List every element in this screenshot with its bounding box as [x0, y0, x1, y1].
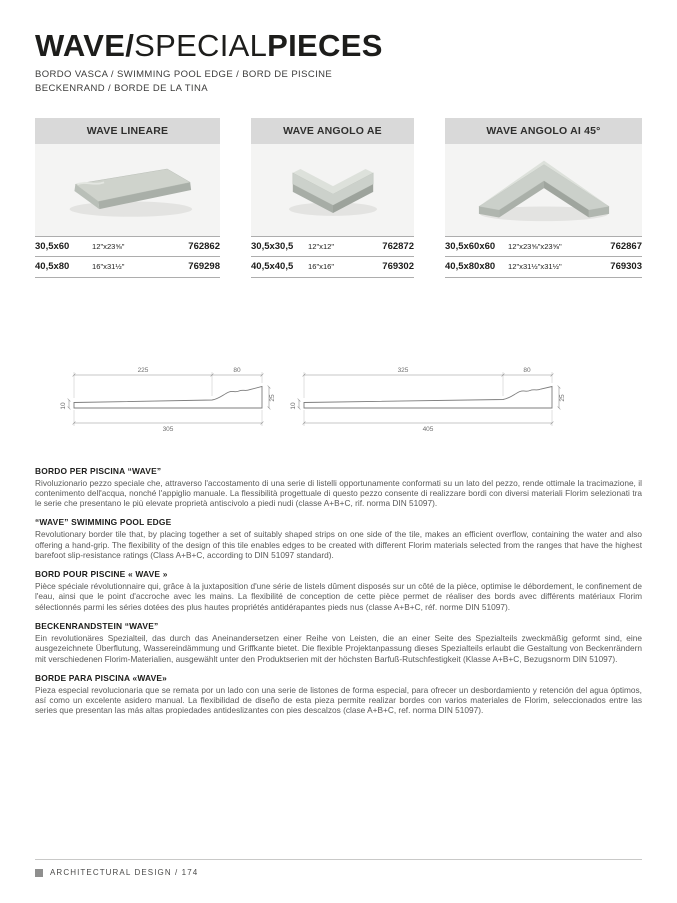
card-title: WAVE ANGOLO AE	[251, 118, 414, 144]
section-heading: “WAVE” SWIMMING POOL EDGE	[35, 517, 172, 528]
size-cm: 30,5x30,5	[251, 240, 294, 252]
description-sections	[35, 466, 642, 716]
section-body: Pieza especial revolucionaria que se remata por un lado con una serie de listones de forma especial, para ofrecer un desbordamiento y retención del agua óptimos, así como un excelente asidero manual. La flexibilidad de diseño de esta pieza permite realizar bordes con varios materiales de Florim, seleccionados entre las series que presentan las más altas propiedades antideslizantes con pies descalzos (clase A+B+C, ref. norma DIN 51097).	[35, 684, 642, 716]
size-inches: 12"x12"	[308, 241, 335, 251]
dim-label-left: 10	[60, 401, 67, 410]
section-body: Rivoluzionario pezzo speciale che, attraverso l'accostamento di una serie di listelli opportunamente conformati su un lato del pezzo, rende ottimale la tracimazione, il contenimento dell'acqua, nonché l'appiglio manuale. La flessibilità progettuale di questo pezzo consente di realizzare bordi con diversi materiali Florim selezionati tra le serie che presentano le più elevate proprietà antiscivolo a piedi nudi (classe A+B+C, rif. norma DIN 51097).	[35, 477, 642, 509]
article-code: 769298	[188, 261, 220, 272]
product-image-area	[445, 144, 642, 236]
table-row	[445, 257, 642, 278]
size-cm: 30,5x60x60	[445, 240, 496, 252]
page-footer	[35, 859, 642, 877]
section-german	[35, 621, 642, 664]
size-table	[445, 236, 642, 278]
technical-drawings	[60, 362, 642, 434]
article-code: 762867	[610, 240, 642, 252]
dim-label-top2: 80	[233, 366, 241, 374]
table-row	[251, 257, 414, 278]
subtitle	[35, 68, 642, 97]
size-cm: 40,5x80	[35, 261, 70, 272]
title-segment-pieces: PIECES	[267, 28, 383, 63]
section-body: Revolutionary border tile that, by placing together a set of suitably shaped strips on one side of the tile, makes an efficient overflow, containing the water and also offering a hand-grip. The flexibility of the design of this tile enables edges to be created with different Florim materials selected from the ranges that have the highest barefoot slip-resistance ratings (Class A+B+C, according to DIN 51097 standard).	[35, 529, 642, 560]
size-inches: 16"x16"	[308, 262, 335, 271]
section-heading: BECKENRANDSTEIN “WAVE”	[35, 621, 159, 632]
profile-drawing-large	[290, 362, 568, 434]
title-segment-wave: WAVE/	[35, 28, 135, 63]
dim-label-bottom: 305	[162, 425, 174, 433]
dim-label-top1: 325	[397, 366, 409, 374]
size-inches: 12"x23⅝"x23⅝"	[508, 241, 562, 251]
card-wave-angolo-ai-45	[445, 118, 642, 278]
section-body: Pièce spéciale révolutionnaire qui, grâce à la juxtaposition d'une série de listels dûment disposés sur un côté de la pièce, optimise le débordement, le confinement de l'eau, ainsi que le point d'accroche avec les mains. La flexibilité de conception de cette pièce permet de réaliser des bords avec différents matériaux Florim sélectionnés parmi les séries dotées des plus hautes propriétés antidérapantes pieds nus (classe A+B+C, réf. norme DIN 51097).	[35, 581, 642, 612]
size-inches: 16"x31½"	[92, 262, 125, 271]
footer-square-icon	[35, 869, 43, 877]
section-spanish	[35, 673, 642, 716]
size-table	[35, 236, 220, 278]
section-heading: BORDO PER PISCINA “WAVE”	[35, 465, 162, 476]
section-heading: BORDE PARA PISCINA «WAVE»	[35, 672, 168, 683]
product-photo-wave-angolo-ai-icon	[459, 146, 629, 234]
product-image-area	[251, 144, 414, 236]
card-title: WAVE ANGOLO AI 45°	[445, 118, 642, 144]
title-segment-special: SPECIAL	[134, 28, 268, 63]
dim-label-right: 25	[559, 393, 566, 402]
size-inches: 12"x23⅝"	[92, 241, 125, 251]
article-code: 762872	[382, 240, 414, 252]
product-cards	[35, 118, 642, 278]
size-inches: 12"x31½"x31½"	[508, 262, 562, 271]
subtitle-line-2: BECKENRAND / BORDE DE LA TINA	[35, 83, 208, 95]
card-wave-angolo-ae	[251, 118, 414, 278]
product-image-area	[35, 144, 220, 236]
page-header	[35, 0, 642, 97]
size-cm: 40,5x40,5	[251, 261, 294, 272]
dim-label-right: 25	[269, 393, 276, 402]
size-table	[251, 236, 414, 278]
section-body: Ein revolutionäres Spezialteil, das durch das Aneinandersetzen einer Reihe von Leisten, die an einer Seite des Spezialteils zweckmäßig geformt sind, eine ausgezeichnete Überflutung, Wassereindämmung und Griffkante bietet. Die flexible Projektanpassung dieses Spezialteils erlaubt die Gestaltung von Beckenrändern mit verschiedenen Florim-Materialien, ausgewählt unter den Produktserien mit der höchsten Barfuß-Rutschfestigkeit (Klasse A+B+C, Bezugsnorm DIN 51097).	[35, 633, 642, 664]
product-photo-wave-angolo-ae-icon	[273, 146, 393, 234]
section-french	[35, 569, 642, 612]
dim-label-left: 10	[290, 401, 297, 410]
subtitle-line-1: BORDO VASCA / SWIMMING POOL EDGE / BORD DE PISCINE	[35, 69, 333, 80]
size-cm: 30,5x60	[35, 240, 70, 252]
table-row	[35, 236, 220, 257]
table-row	[251, 236, 414, 257]
dim-label-bottom: 405	[422, 425, 434, 433]
section-english	[35, 517, 642, 560]
profile-drawing-small	[60, 362, 278, 434]
dim-label-top1: 225	[137, 366, 149, 374]
section-heading: BORD POUR PISCINE « WAVE »	[35, 569, 168, 580]
dim-label-top2: 80	[523, 366, 531, 374]
footer-text: ARCHITECTURAL DESIGN / 174	[50, 868, 199, 877]
size-cm: 40,5x80x80	[445, 261, 496, 272]
article-code: 769303	[610, 261, 642, 272]
product-photo-wave-lineare-icon	[53, 146, 203, 234]
table-row	[445, 236, 642, 257]
section-italian	[35, 466, 642, 509]
card-title: WAVE LINEARE	[35, 118, 220, 144]
card-wave-lineare	[35, 118, 220, 278]
page-title	[35, 30, 642, 61]
article-code: 769302	[382, 261, 414, 272]
article-code: 762862	[188, 240, 220, 252]
table-row	[35, 257, 220, 278]
